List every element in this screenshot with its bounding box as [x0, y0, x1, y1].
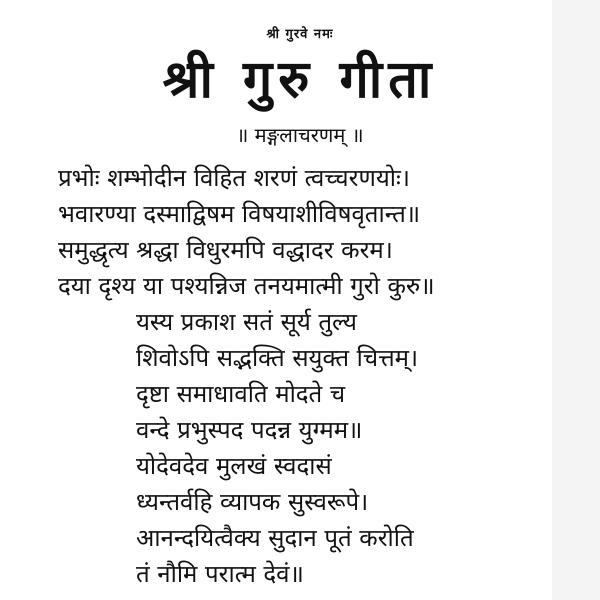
page-title: श्री गुरु गीता	[162, 49, 438, 110]
verse-line: वन्दे प्रभुस्पद पदन्न युग्मम॥	[136, 416, 363, 444]
verse-line: तं नौमि परात्म देवं॥	[136, 560, 304, 588]
verse-line: दृष्टा समाधावति मोदते च	[136, 380, 346, 408]
verse-line: समुद्धृत्य श्रद्धा विधुरमपि वद्धादर करम।	[58, 236, 393, 264]
verse-line: ध्यन्तर्वहि व्यापक सुस्वरूपे।	[136, 488, 369, 516]
section-subtitle: ॥ मङ्गलाचरणम् ॥	[236, 123, 364, 147]
verse-line: योदेवदेव मुलखं स्वदासं	[136, 452, 332, 480]
verse-line: दया दृश्य या पश्यन्निज तनयमात्मी गुरो कुरु॥	[58, 272, 435, 300]
verse-line: आनन्दयित्वैक्य सुदान पूतं करोति	[136, 524, 414, 552]
verse-line: शिवोऽपि सद्भक्ति सयुक्त चित्तम्।	[136, 344, 419, 372]
verse-line: प्रभोः शम्भोदीन विहित शरणं त्वच्चरणयोः।	[58, 164, 410, 192]
invocation-heading: श्री गुरवे नमः	[266, 27, 334, 42]
verse-line: भवारण्या दस्माद्विषम विषयाशीविषवृतान्त॥	[58, 200, 421, 228]
verse-line: यस्य प्रकाश सतं सूर्य तुल्य	[136, 308, 357, 336]
verse-block	[0, 160, 600, 592]
